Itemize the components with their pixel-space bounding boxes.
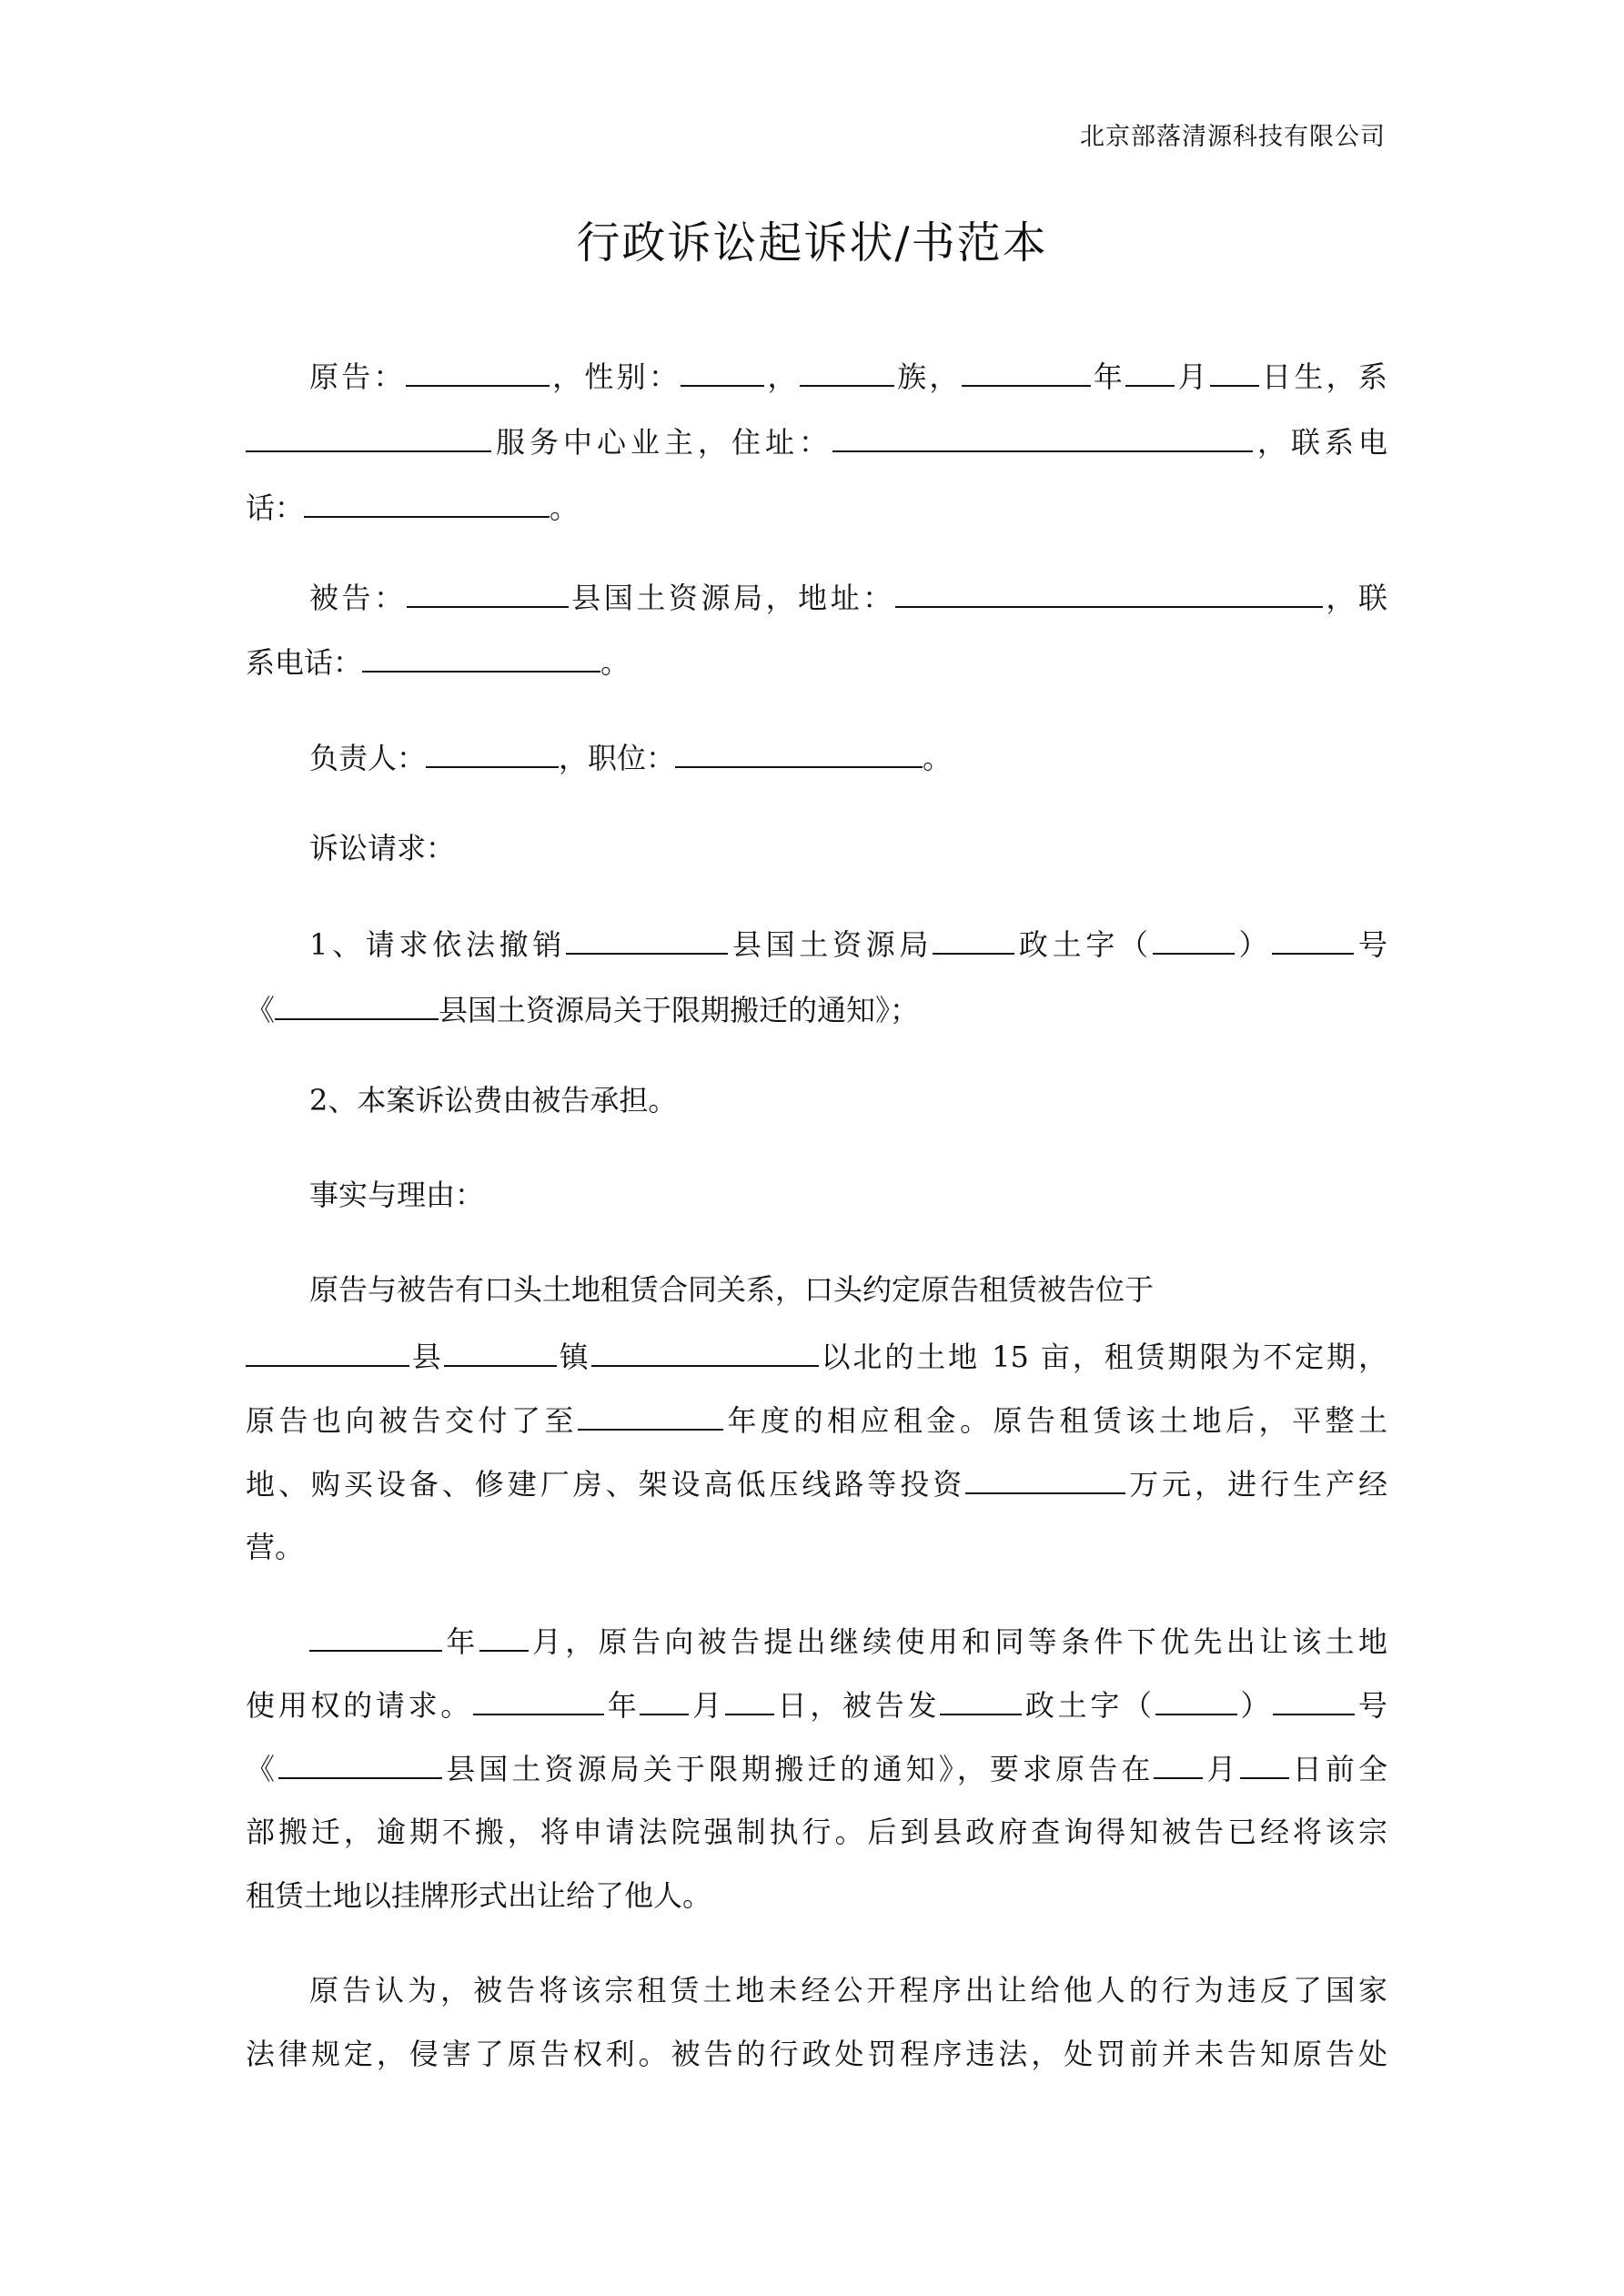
text: ）	[1236, 1688, 1274, 1723]
text: ，	[764, 359, 800, 394]
text: 年	[442, 1624, 479, 1659]
text: 以北的土地 15 亩，租赁期限为不定期，	[818, 1340, 1387, 1374]
plaintiff-line-1	[309, 358, 1387, 395]
company-name: 北京部落清源科技有限公司	[1080, 123, 1386, 151]
text: 县	[409, 1340, 444, 1374]
facts-1-line-4	[246, 1465, 1387, 1502]
text: 。	[600, 645, 630, 680]
claim-2: 2、本案诉讼费由被告承担。	[309, 1083, 678, 1118]
blank-defendant-phone[interactable]	[362, 643, 600, 673]
blank-county[interactable]	[246, 1338, 409, 1367]
blank-day[interactable]	[1240, 1750, 1289, 1779]
blank-birth-month[interactable]	[1125, 358, 1175, 387]
blank-number[interactable]	[1272, 925, 1354, 955]
text: 系电话：	[246, 645, 363, 680]
blank-location[interactable]	[591, 1338, 819, 1367]
text: 服务中心业主，住址：	[491, 425, 832, 460]
plaintiff-line-3	[246, 489, 1387, 526]
blank-position[interactable]	[675, 739, 923, 768]
blank-birth-day[interactable]	[1210, 358, 1259, 387]
text: 日，被告发	[773, 1688, 941, 1723]
facts-heading: 事实与理由：	[309, 1178, 485, 1212]
blank-defendant-address[interactable]	[895, 579, 1323, 608]
blank-phone[interactable]	[304, 489, 550, 518]
text: 年	[1090, 359, 1126, 394]
plaintiff-line-2	[246, 423, 1387, 460]
claim-1-line-1	[309, 925, 1387, 963]
text: ，性别：	[549, 359, 681, 394]
text: 月，原告向被告提出继续使用和同等条件下优先出让该土地	[528, 1624, 1387, 1659]
blank-responsible-name[interactable]	[426, 739, 559, 768]
text: 号	[1354, 927, 1387, 962]
blank-rent-year[interactable]	[578, 1401, 723, 1431]
text: 县国土资源局关于限期搬迁的通知》；	[439, 993, 920, 1027]
text: 被告：	[309, 581, 407, 615]
blank-ethnicity[interactable]	[800, 358, 894, 387]
text: ，联系电	[1252, 425, 1387, 460]
text: 年	[604, 1688, 641, 1723]
text: 1、请求依法撤销	[309, 927, 567, 962]
text: 月	[1175, 359, 1210, 394]
blank-gender[interactable]	[681, 358, 764, 387]
text: 使用权的请求。	[246, 1688, 474, 1723]
blank-county[interactable]	[275, 991, 439, 1020]
text: 《	[246, 993, 276, 1027]
text: 原告也向被告交付了至	[246, 1403, 578, 1438]
blank-county[interactable]	[278, 1750, 442, 1779]
document-title: 行政诉讼起诉状/书范本	[576, 217, 1048, 268]
text: 月	[689, 1688, 725, 1723]
text: 县国土资源局关于限期搬迁的通知》，要求原告在	[442, 1752, 1155, 1786]
text: 万元，进行生产经	[1125, 1467, 1387, 1502]
facts-1-line-3	[246, 1401, 1387, 1439]
text: 原告：	[309, 359, 406, 394]
text: ，联	[1322, 581, 1387, 615]
text: 政土字（	[1014, 927, 1153, 962]
blank-month[interactable]	[640, 1686, 689, 1715]
facts-1-line-2	[246, 1338, 1387, 1375]
blank-name[interactable]	[406, 358, 550, 387]
text: 号	[1355, 1688, 1387, 1723]
text: 政土字（	[1022, 1688, 1155, 1723]
blank-town[interactable]	[444, 1338, 557, 1367]
facts-1-line-1: 原告与被告有口头土地租赁合同关系，口头约定原告租赁被告位于	[309, 1272, 1155, 1307]
responsible-line	[309, 739, 1387, 776]
claim-1-line-2	[246, 991, 1387, 1028]
blank-birth-year[interactable]	[962, 358, 1091, 387]
claims-heading: 诉讼请求：	[309, 831, 456, 865]
facts-2-line-5: 租赁土地以挂牌形式出让给了他人。	[246, 1878, 712, 1913]
text: ）	[1234, 927, 1273, 962]
blank-county[interactable]	[407, 579, 569, 608]
blank-investment[interactable]	[965, 1465, 1125, 1494]
defendant-line-1	[309, 579, 1387, 616]
text: 《	[246, 1752, 279, 1786]
text: 话：	[246, 491, 305, 525]
facts-3-line-2: 法律规定，侵害了原告权利。被告的行政处罚程序违法，处罚前并未告知原告处	[246, 2037, 1387, 2071]
text: 镇	[556, 1340, 591, 1374]
text: ，职位：	[559, 741, 676, 775]
text: 。	[550, 491, 580, 525]
blank-year[interactable]	[1153, 925, 1235, 955]
text: 日生，系	[1258, 359, 1387, 394]
blank-month[interactable]	[479, 1623, 529, 1652]
blank-service-center[interactable]	[246, 423, 491, 452]
facts-2-line-1	[309, 1623, 1387, 1660]
text: 。	[923, 741, 953, 775]
text: 县国土资源局，地址：	[568, 581, 895, 615]
facts-2-line-2	[246, 1686, 1387, 1724]
blank-day[interactable]	[725, 1686, 774, 1715]
text: 负责人：	[309, 741, 427, 775]
facts-1-line-5: 营。	[246, 1530, 305, 1564]
blank-county[interactable]	[566, 925, 728, 955]
text: 年度的相应租金。原告租赁该土地后，平整土	[723, 1403, 1387, 1438]
blank-address[interactable]	[832, 423, 1253, 452]
blank-year[interactable]	[473, 1686, 604, 1715]
blank-number[interactable]	[1273, 1686, 1355, 1715]
facts-3-line-1: 原告认为，被告将该宗租赁土地未经公开程序出让给他人的行为违反了国家	[309, 1973, 1387, 2008]
defendant-line-2	[246, 643, 1387, 681]
blank-doc-year[interactable]	[1155, 1686, 1237, 1715]
facts-2-line-3	[246, 1750, 1387, 1787]
text: 地、购买设备、修建厂房、架设高低压线路等投资	[246, 1467, 966, 1502]
text: 月	[1203, 1752, 1240, 1786]
text: 族，	[893, 359, 962, 394]
blank-month[interactable]	[1154, 1750, 1203, 1779]
blank-year[interactable]	[309, 1623, 442, 1652]
text: 日前全	[1288, 1752, 1387, 1786]
text: 县国土资源局	[728, 927, 933, 962]
blank-prefix[interactable]	[933, 925, 1014, 955]
blank-prefix[interactable]	[940, 1686, 1022, 1715]
facts-2-line-4: 部搬迁，逾期不搬，将申请法院强制执行。后到县政府查询得知被告已经将该宗	[246, 1815, 1387, 1849]
